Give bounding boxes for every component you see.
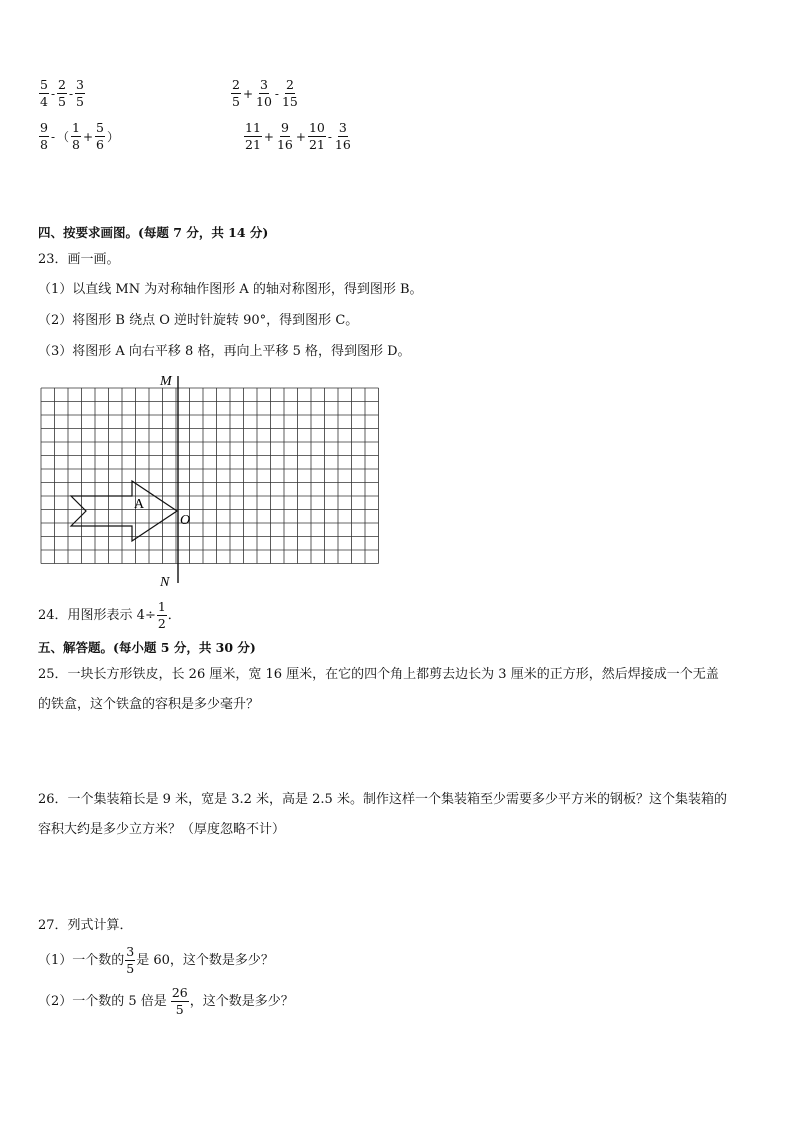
expression-4: $\frac{11}{21}$ + $\frac{9}{16}$ + $\frac{10}{21}$ - $\frac{3}{16}$ [245, 120, 351, 152]
section-5-heading: 五、解答题。(每小题 5 分，共 30 分) [38, 640, 256, 655]
fraction: $\frac{2}{5}$ [58, 77, 66, 109]
question-23-part-3: （3）将图形 A 向右平移 8 格，再向上平移 5 格，得到图形 D。 [38, 344, 411, 359]
fraction: $\frac{2}{15}$ [281, 77, 298, 109]
question-25-line-2: 的铁盒，这个铁盒的容积是多少毫升？ [38, 697, 260, 712]
fraction: $\frac{10}{21}$ [308, 120, 325, 152]
expression-2: $\frac{9}{8}$ - （ $\frac{1}{8}$ + $\frac{5}{6}$ ） [40, 120, 120, 152]
label-m: M [160, 374, 172, 389]
fraction: $\frac{1}{8}$ [72, 120, 80, 152]
section-4-heading: 四、按要求画图。(每题 7 分，共 14 分) [38, 225, 269, 240]
fraction: $\frac{3}{16}$ [334, 120, 351, 152]
fraction: $\frac{9}{8}$ [40, 120, 48, 152]
fraction: $\frac{26}{5}$ [171, 985, 188, 1017]
question-23-part-2: （2）将图形 B 绕点 O 逆时针旋转 90°，得到图形 C。 [38, 313, 359, 328]
fraction: $\frac{11}{21}$ [245, 120, 261, 152]
question-25-line-1: 25．一块长方形铁皮，长 26 厘米，宽 16 厘米，在它的四个角上都剪去边长为 3 厘米的正方形，然后焊接成一个无盖 [38, 667, 719, 682]
expression-3: $\frac{2}{5}$ + $\frac{3}{10}$ - $\frac{2}{15}$ [232, 77, 298, 109]
label-n: N [160, 575, 170, 590]
grid-figure [30, 368, 390, 593]
question-24: 24．用图形表示 4÷ $\frac{1}{2}$ ． [38, 599, 181, 631]
question-27-part-1: （1）一个数的 $\frac{3}{5}$ 是 60，这个数是多少？ [38, 944, 274, 976]
fraction: $\frac{5}{6}$ [96, 120, 104, 152]
shape-a [71, 481, 177, 541]
label-a: A [134, 497, 145, 512]
label-o: O [180, 513, 191, 528]
question-23-part-1: （1）以直线 MN 为对称轴作图形 A 的轴对称图形，得到图形 B。 [38, 282, 423, 297]
question-26-line-2: 容积大约是多少立方米？（厚度忽略不计） [38, 822, 286, 837]
expression-1: $\frac{5}{4}$ - $\frac{2}{5}$ - $\frac{3}{5}$ [40, 77, 84, 109]
fraction: $\frac{3}{10}$ [256, 77, 272, 109]
fraction: $\frac{3}{5}$ [76, 77, 84, 109]
fraction: $\frac{9}{16}$ [276, 120, 293, 152]
fraction: $\frac{5}{4}$ [40, 77, 48, 109]
question-27-part-2: （2）一个数的 5 倍是 $\frac{26}{5}$ ，这个数是多少？ [38, 985, 294, 1017]
grid-lines [41, 388, 379, 564]
fraction: $\frac{3}{5}$ [126, 944, 135, 976]
question-26-line-1: 26．一个集装箱长是 9 米，宽是 3.2 米，高是 2.5 米。制作这样一个集装箱至少需要多少平方米的钢板？这个集装箱的 [38, 792, 727, 807]
question-23-title: 23．画一画。 [38, 252, 120, 267]
question-27-title: 27．列式计算． [38, 918, 133, 933]
fraction: $\frac{1}{2}$ [157, 599, 166, 631]
fraction: $\frac{2}{5}$ [232, 77, 240, 109]
